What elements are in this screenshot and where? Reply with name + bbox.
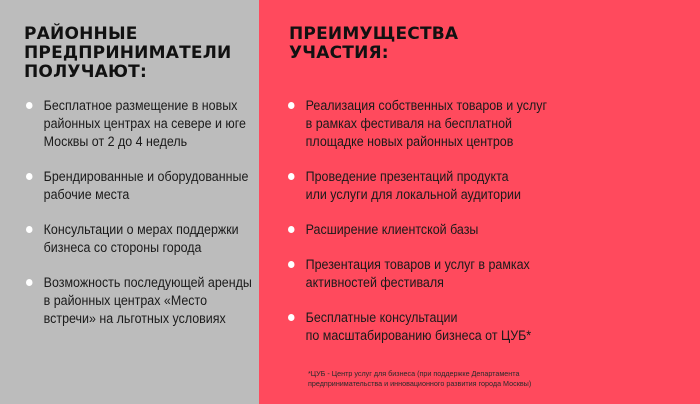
footnote-line: предпринимательства и инновационного развития города Москвы)	[308, 379, 532, 388]
list-item	[26, 168, 249, 204]
item-line: Бесплатные консультации	[305, 310, 458, 325]
list-item	[288, 309, 665, 345]
bullet-icon	[288, 173, 295, 180]
item-line: или услуги для локальной аудитории	[305, 187, 521, 202]
item-line: Проведение презентаций продукта	[305, 169, 509, 184]
bullet-icon	[288, 261, 295, 268]
item-line: Брендированные и оборудованные	[43, 169, 249, 184]
bullet-icon	[288, 226, 295, 233]
item-line: площадке новых районных центров	[305, 134, 514, 149]
bullet-icon	[288, 102, 295, 109]
item-line: Расширение клиентской базы	[305, 222, 479, 237]
list-item	[26, 221, 239, 257]
list-item	[288, 168, 665, 204]
item-line: бизнеса со стороны города	[43, 240, 202, 255]
list-item	[288, 97, 665, 151]
item-line: Возможность последующей аренды	[43, 275, 252, 290]
list-item	[288, 221, 665, 239]
item-line: Презентация товаров и услуг в рамках	[305, 257, 530, 272]
left-heading-line: РАЙОННЫЕ	[24, 24, 138, 44]
footnote-line: *ЦУБ - Центр услуг для бизнеса (при поддержке Департамента	[308, 369, 520, 378]
left-panel	[0, 0, 259, 404]
right-heading	[289, 25, 549, 63]
item-line: встречи» на льготных условиях	[43, 311, 226, 326]
item-line: рабочие места	[43, 187, 130, 202]
item-line: Консультации о мерах поддержки	[43, 222, 239, 237]
item-line: Реализация собственных товаров и услуг	[305, 98, 548, 113]
left-heading	[24, 25, 244, 82]
item-line: районных центрах на севере и юге	[43, 116, 246, 131]
item-line: в районных центрах «Место	[43, 293, 208, 308]
bullet-icon	[288, 314, 295, 321]
bullet-icon	[26, 102, 33, 109]
left-heading-line: ПОЛУЧАЮТ:	[24, 62, 147, 82]
left-heading-line: ПРЕДПРИНИМАТЕЛИ	[24, 43, 232, 63]
bullet-icon	[26, 226, 33, 233]
item-line: Москвы от 2 до 4 недель	[43, 134, 188, 149]
right-panel	[259, 0, 700, 404]
item-line: активностей фестиваля	[305, 275, 444, 290]
footnote	[308, 369, 688, 389]
item-line: по масштабированию бизнеса от ЦУБ*	[305, 328, 532, 343]
left-benefits-list	[26, 97, 251, 345]
list-item	[26, 97, 246, 151]
item-line: Бесплатное размещение в новых	[43, 98, 238, 113]
bullet-icon	[26, 173, 33, 180]
list-item	[26, 274, 252, 328]
right-heading-line: УЧАСТИЯ:	[289, 43, 389, 63]
bullet-icon	[26, 279, 33, 286]
item-line: в рамках фестиваля на бесплатной	[305, 116, 512, 131]
right-advantages-list	[288, 97, 693, 362]
right-heading-line: ПРЕИМУЩЕСТВА	[289, 24, 459, 44]
list-item	[288, 256, 665, 292]
